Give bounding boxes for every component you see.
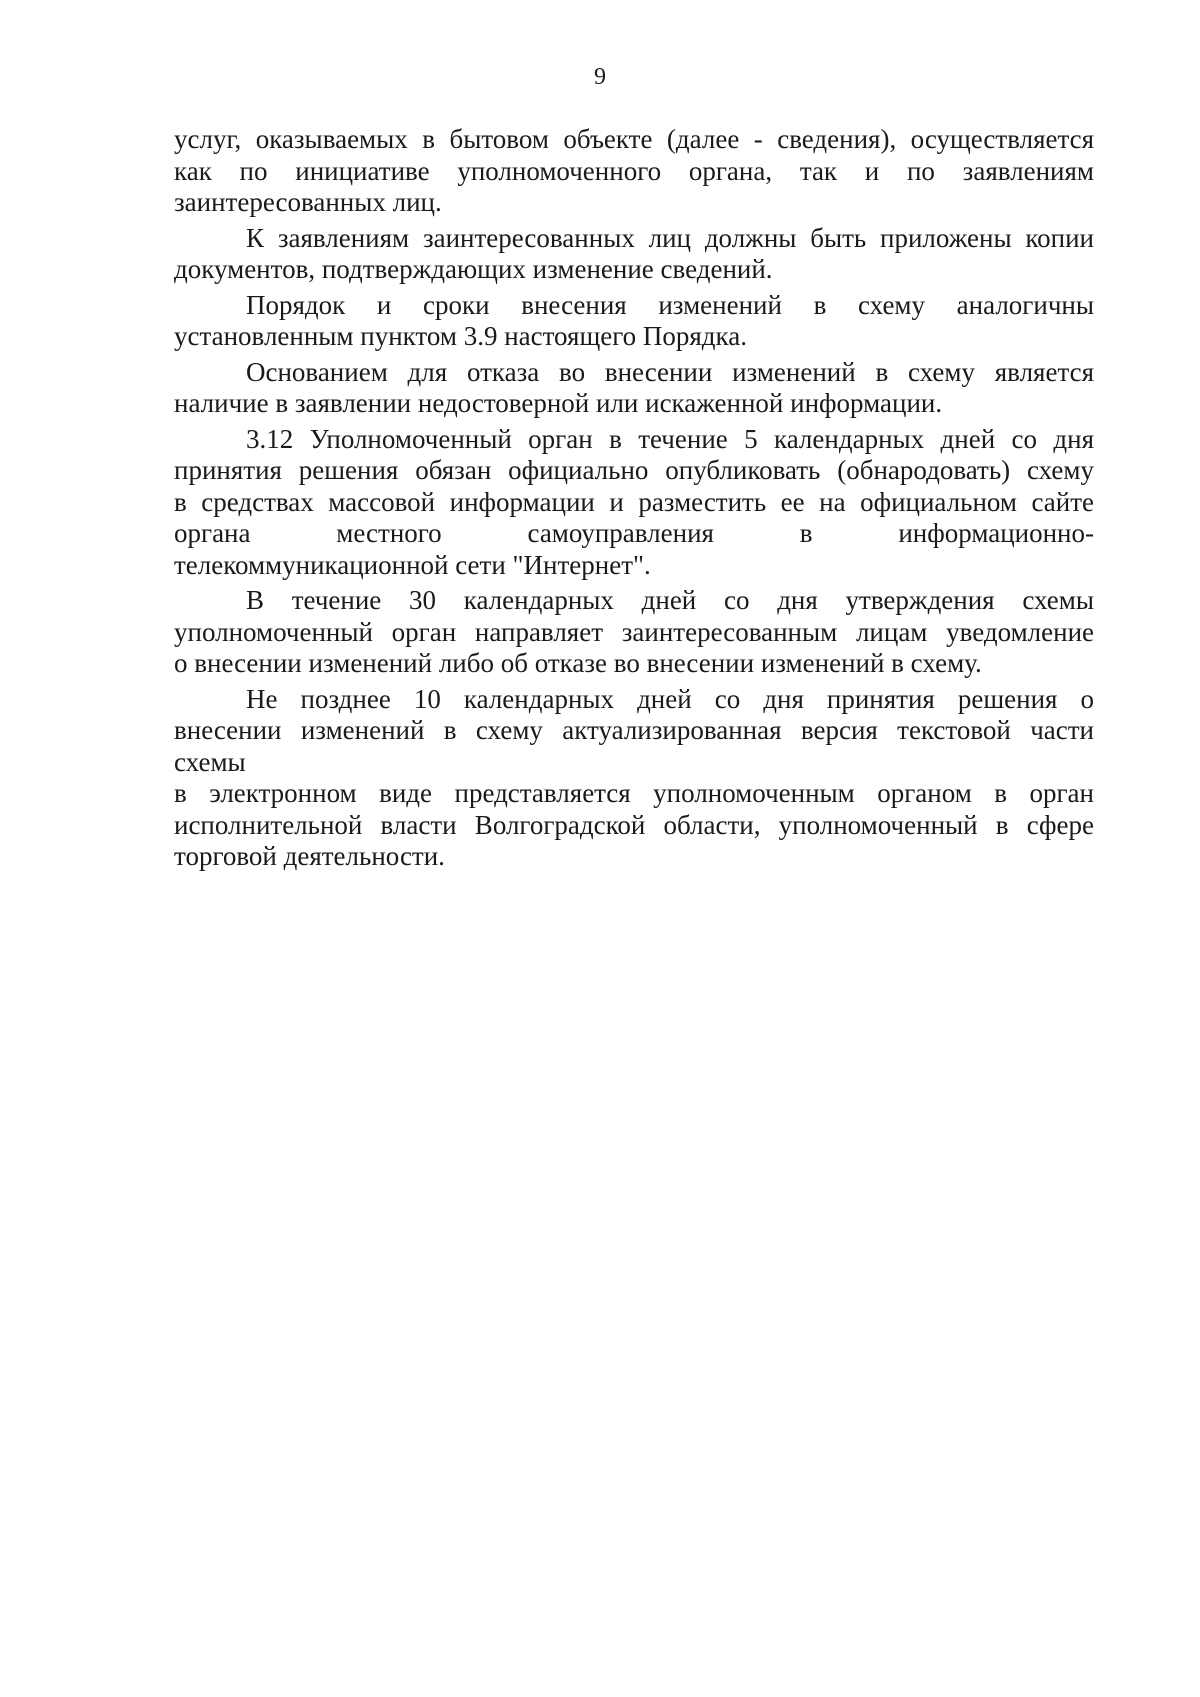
text-line: в средствах массовой информации и разместить ее на официальном сайте [174,486,1094,517]
text-line: уполномоченный орган направляет заинтересованным лицам уведомление [174,616,1094,647]
text-line: документов, подтверждающих изменение сведений. [174,254,773,284]
text-line: внесении изменений в схему актуализированная версия текстовой части [174,715,1094,745]
document-body [174,124,1094,877]
text-line: телекоммуникационной сети "Интернет". [174,549,651,580]
text-line: заинтересованных лиц. [174,187,442,217]
text-line: о внесении изменений либо об отказе во внесении изменений в схему. [174,648,982,678]
paragraph-services-continuation [174,124,1094,219]
text-line: в электронном виде представляется уполномоченным органом в орган [174,778,1094,808]
paragraph-procedure [174,290,1094,353]
text-line: В течение 30 календарных дней со дня утверждения схемы [246,585,1094,615]
text-line: наличие в заявлении недостоверной или искаженной информации. [174,388,943,418]
paragraph-electronic-form [174,778,1094,873]
text-line: органа местного самоуправления в информационно- [174,518,1094,548]
paragraph-notification [174,585,1094,680]
paragraph-actualized-version [174,684,1094,779]
text-line: установленным пунктом 3.9 настоящего Порядка. [174,321,747,351]
text-line: схемы [174,746,246,777]
text-line: исполнительной власти Волгоградской области, уполномоченный в сфере [174,809,1094,840]
text-line: К заявлениям заинтересованных лиц должны быть приложены копии [246,222,1094,253]
paragraph-applications [174,223,1094,286]
text-line: Не позднее 10 календарных дней со дня принятия решения о [246,683,1094,714]
page-number: 9 [594,64,606,90]
text-line: принятия решения обязан официально опубликовать (обнародовать) схему [174,455,1094,485]
text-line: Основанием для отказа во внесении изменений в схему является [246,356,1094,387]
paragraph-3-12 [174,424,1094,582]
text-line: торговой деятельности. [174,841,445,871]
text-line: услуг, оказываемых в бытовом объекте (далее - сведения), осуществляется [174,124,1094,154]
text-line: как по инициативе уполномоченного органа, так и по заявлениям [174,155,1094,186]
text-line: 3.12 Уполномоченный орган в течение 5 календарных дней со дня [246,423,1094,454]
paragraph-refusal-grounds [174,357,1094,420]
text-line: Порядок и сроки внесения изменений в схему аналогичны [246,289,1094,320]
